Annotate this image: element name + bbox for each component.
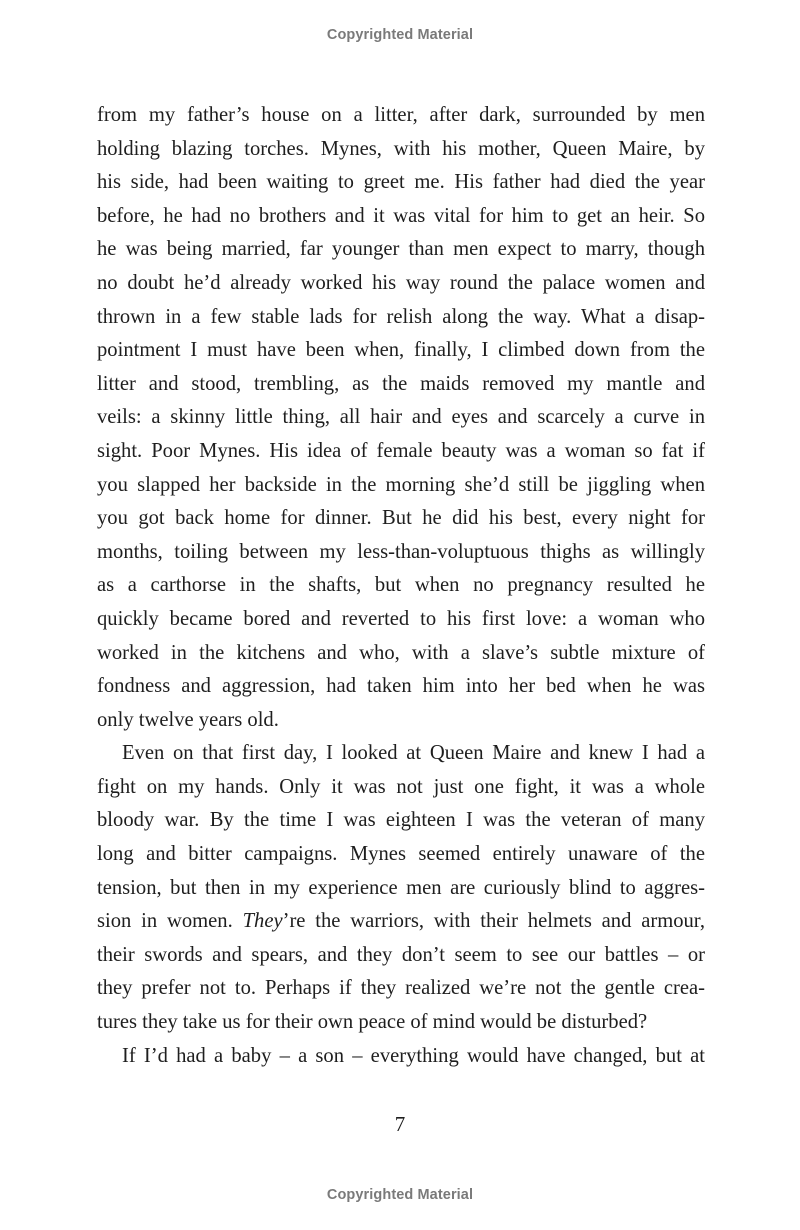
copyright-watermark-bottom: Copyrighted Material (326, 1187, 474, 1203)
text-line: thrown in a few stable lads for relish along the way. What a disap- (97, 305, 705, 328)
text-line: months, toiling between my less-than-voluptuous thighs as willingly (97, 540, 705, 563)
text-line: his side, had been waiting to greet me. His father had died the year (97, 171, 705, 194)
text-segment: sion in women. (97, 910, 243, 933)
text-segment: ’re the warriors, with their helmets and armour, (282, 910, 705, 933)
text-line: from my father’s house on a litter, after dark, surrounded by men (97, 104, 705, 126)
page-body-text (97, 99, 705, 1073)
text-line: fondness and aggression, had taken him into her bed when he was (97, 675, 705, 698)
page-number: 7 (394, 1112, 406, 1136)
text-line: litter and stood, trembling, as the maids removed my mantle and (97, 372, 705, 395)
text-line: no doubt he’d already worked his way round the palace women and (97, 271, 705, 294)
text-line: bloody war. By the time I was eighteen I was the veteran of many (97, 809, 705, 832)
text-line-with-italic (97, 905, 705, 939)
text-line: you slapped her backside in the morning she’d still be jiggling when (97, 473, 705, 496)
text-line-paragraph-end: tures they take us for their own peace of mind would be disturbed? (97, 1011, 648, 1034)
text-line: sight. Poor Mynes. His idea of female beauty was a woman so fat if (97, 439, 705, 462)
text-line: worked in the kitchens and who, with a slave’s subtle mixture of (97, 641, 705, 664)
text-line: pointment I must have been when, finally, I climbed down from the (97, 339, 705, 362)
text-line: veils: a skinny little thing, all hair and eyes and scarcely a curve in (97, 406, 705, 429)
text-line: long and bitter campaigns. Mynes seemed entirely unaware of the (97, 843, 705, 866)
text-line: fight on my hands. Only it was not just one fight, it was a whole (97, 775, 705, 798)
text-line: you got back home for dinner. But he did his best, every night for (97, 507, 705, 530)
text-line: they prefer not to. Perhaps if they realized we’re not the gentle crea- (97, 977, 705, 1000)
text-line: he was being married, far younger than men expect to marry, though (97, 238, 705, 261)
text-line: quickly became bored and reverted to his first love: a woman who (97, 607, 705, 630)
italic-word: They (242, 910, 283, 933)
copyright-watermark-top: Copyrighted Material (326, 27, 474, 43)
text-line-paragraph-end: only twelve years old. (97, 708, 279, 731)
text-line: holding blazing torches. Mynes, with his mother, Queen Maire, by (97, 137, 705, 160)
text-line: as a carthorse in the shafts, but when no pregnancy resulted he (97, 574, 705, 597)
text-line: before, he had no brothers and it was vital for him to get an heir. So (97, 204, 705, 227)
text-line: tension, but then in my experience men are curiously blind to aggres- (97, 876, 705, 899)
text-line: their swords and spears, and they don’t seem to see our battles – or (97, 943, 705, 966)
text-line-paragraph-start: If I’d had a baby – a son – everything would have changed, but at (122, 1044, 705, 1067)
text-line-paragraph-start: Even on that first day, I looked at Queen Maire and knew I had a (122, 742, 705, 765)
